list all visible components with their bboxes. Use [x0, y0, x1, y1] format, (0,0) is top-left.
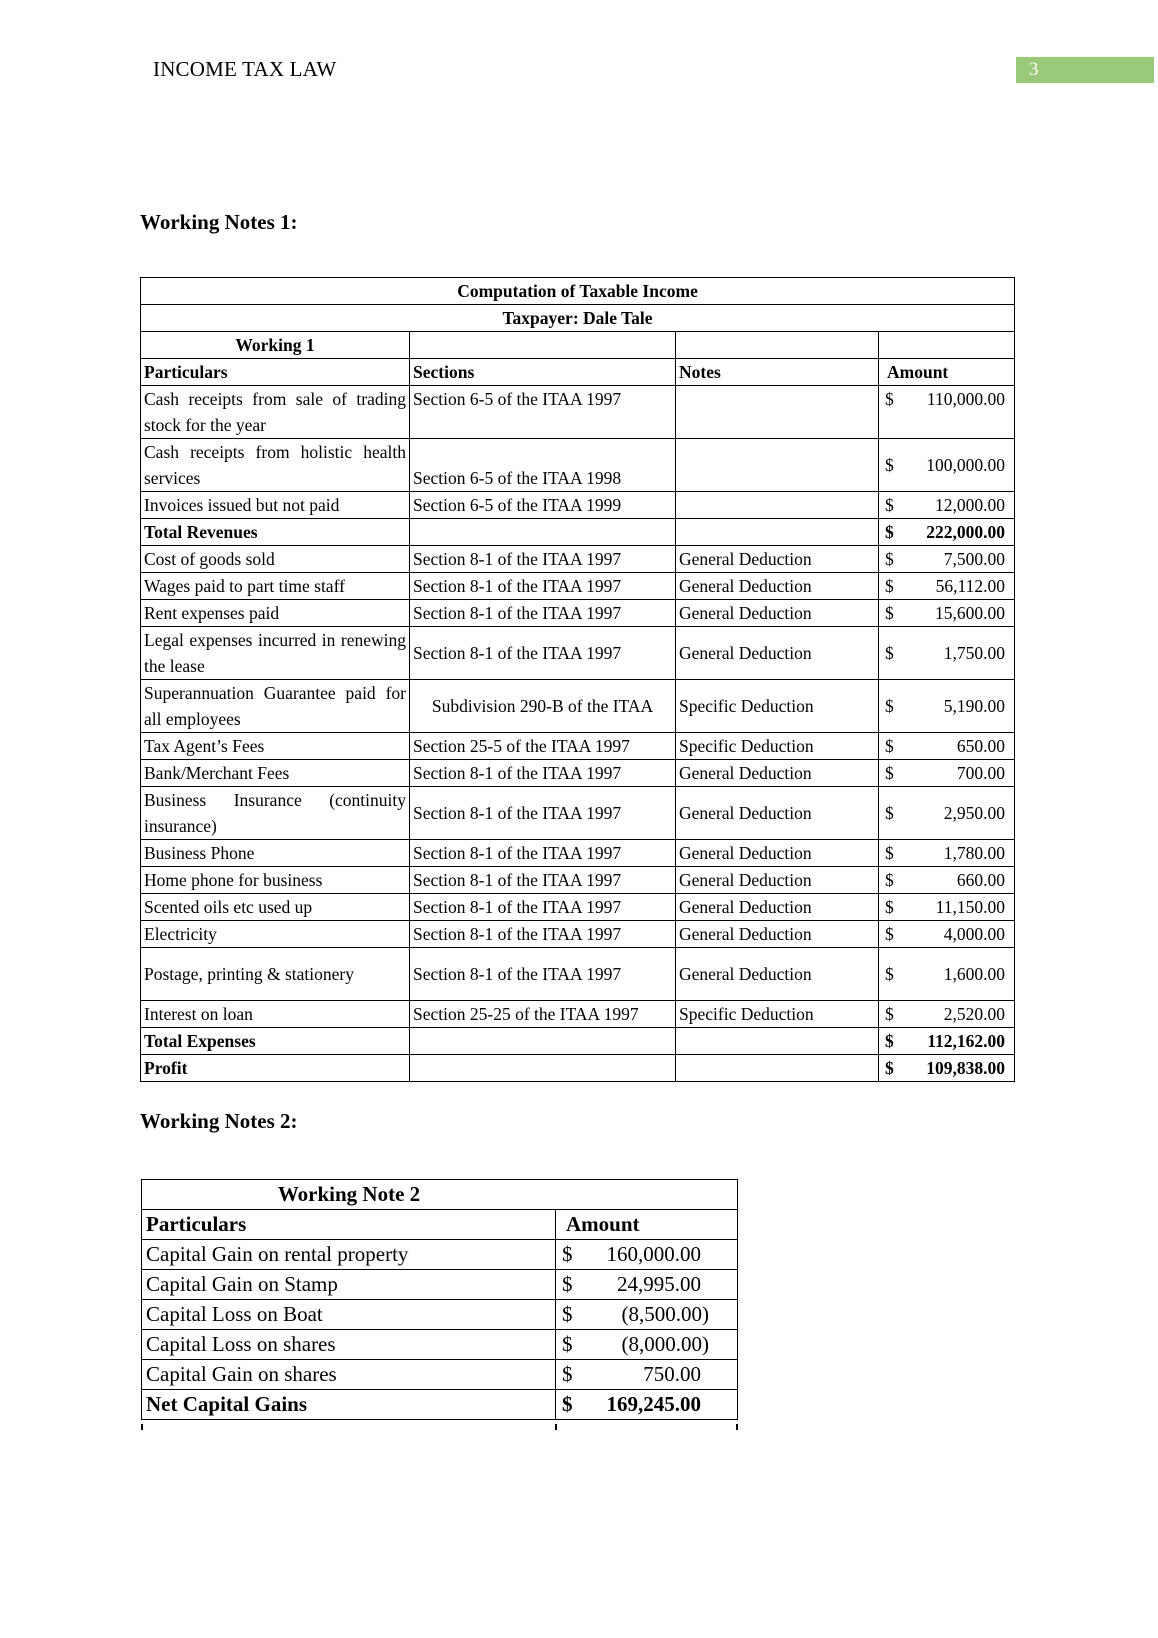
- row-amount: [879, 546, 1014, 572]
- currency-symbol: $: [885, 843, 894, 863]
- amount-value: 700.00: [956, 763, 1006, 783]
- wn2-row-particular: Capital Gain on rental property: [142, 1240, 556, 1270]
- row-particular: Cash receipts from holistic health services: [141, 439, 410, 492]
- currency-symbol: $: [885, 455, 894, 475]
- row-section: [410, 519, 676, 546]
- currency-symbol: $: [885, 603, 894, 623]
- table-row: [141, 546, 1015, 573]
- currency-symbol: $: [562, 1392, 573, 1416]
- wn2-header-row: [142, 1210, 738, 1240]
- currency-symbol: $: [885, 522, 894, 542]
- taxpayer-row: [141, 305, 1015, 332]
- row-amount: [879, 600, 1014, 626]
- row-amount: [879, 573, 1014, 599]
- currency-symbol: $: [885, 897, 894, 917]
- amount-value: 109,838.00: [926, 1058, 1006, 1078]
- table-row: [142, 1360, 738, 1390]
- row-amount: [879, 1028, 1014, 1054]
- row-particular: Superannuation Guarantee paid for all employees: [141, 680, 410, 733]
- wn2-row-particular: Capital Loss on shares: [142, 1330, 556, 1360]
- page-number: 3: [1016, 57, 1154, 83]
- working-label: Working 1: [141, 332, 410, 359]
- col-amount: Amount: [879, 359, 1015, 386]
- row-note: General Deduction: [676, 867, 879, 894]
- currency-symbol: $: [562, 1242, 573, 1266]
- amount-value: 2,950.00: [943, 803, 1006, 823]
- row-section: Subdivision 290-B of the ITAA: [410, 680, 676, 733]
- currency-symbol: $: [885, 1004, 894, 1024]
- working-notes-2-heading: Working Notes 2:: [140, 1109, 298, 1133]
- row-section: Section 6-5 of the ITAA 1999: [410, 492, 676, 519]
- row-particular: Scented oils etc used up: [141, 894, 410, 921]
- currency-symbol: $: [885, 964, 894, 984]
- row-note: [676, 492, 879, 519]
- currency-symbol: $: [885, 924, 894, 944]
- row-note: General Deduction: [676, 921, 879, 948]
- row-particular: Business Phone: [141, 840, 410, 867]
- row-particular: Invoices issued but not paid: [141, 492, 410, 519]
- table-row: [141, 787, 1015, 840]
- wn2-row-amount: [556, 1270, 737, 1299]
- amount-value: 660.00: [956, 870, 1006, 890]
- currency-symbol: $: [885, 643, 894, 663]
- amount-value: 169,245.00: [606, 1392, 701, 1416]
- row-amount: [879, 640, 1014, 666]
- amount-value: (8,500.00): [621, 1302, 709, 1326]
- row-section: Section 8-1 of the ITAA 1997: [410, 600, 676, 627]
- row-section: Section 8-1 of the ITAA 1997: [410, 573, 676, 600]
- table-row: [141, 439, 1015, 492]
- table-row: [141, 573, 1015, 600]
- currency-symbol: $: [885, 736, 894, 756]
- amount-value: (8,000.00): [621, 1332, 709, 1356]
- currency-symbol: $: [885, 1031, 894, 1051]
- currency-symbol: $: [885, 763, 894, 783]
- currency-symbol: $: [885, 1058, 894, 1078]
- currency-symbol: $: [885, 696, 894, 716]
- amount-value: 56,112.00: [935, 576, 1006, 596]
- row-amount: [879, 492, 1014, 518]
- amount-value: 1,780.00: [943, 843, 1006, 863]
- row-section: Section 8-1 of the ITAA 1997: [410, 787, 676, 840]
- row-particular: Cash receipts from sale of trading stock for the year: [141, 386, 410, 439]
- amount-value: 1,750.00: [943, 643, 1006, 663]
- capital-gains-table: [141, 1179, 738, 1420]
- row-note: [676, 386, 879, 439]
- row-note: General Deduction: [676, 600, 879, 627]
- wn2-row-amount: [556, 1330, 737, 1359]
- table-row: [141, 867, 1015, 894]
- table-row: [142, 1300, 738, 1330]
- col-particulars: Particulars: [141, 359, 410, 386]
- row-section: Section 8-1 of the ITAA 1997: [410, 840, 676, 867]
- table-row: [142, 1270, 738, 1300]
- row-particular: Bank/Merchant Fees: [141, 760, 410, 787]
- row-section: Section 8-1 of the ITAA 1997: [410, 921, 676, 948]
- taxable-income-table: [140, 277, 1015, 1082]
- row-note: General Deduction: [676, 573, 879, 600]
- table-row: [141, 840, 1015, 867]
- row-particular: Cost of goods sold: [141, 546, 410, 573]
- table-title: Computation of Taxable Income: [141, 278, 1015, 305]
- row-note: General Deduction: [676, 787, 879, 840]
- row-amount: [879, 800, 1014, 826]
- row-note: [676, 1028, 879, 1055]
- wn2-row-amount: [556, 1300, 737, 1329]
- row-note: General Deduction: [676, 627, 879, 680]
- working-notes-1-heading: Working Notes 1:: [140, 210, 298, 234]
- row-amount: [879, 452, 1014, 478]
- row-particular: Total Expenses: [141, 1028, 410, 1055]
- row-note: General Deduction: [676, 546, 879, 573]
- row-particular: Total Revenues: [141, 519, 410, 546]
- amount-value: 24,995.00: [617, 1272, 701, 1296]
- row-section: [410, 1055, 676, 1082]
- working-label-row: [141, 332, 1015, 359]
- amount-value: 7,500.00: [943, 549, 1006, 569]
- currency-symbol: $: [885, 803, 894, 823]
- col-notes: Notes: [676, 359, 879, 386]
- currency-symbol: $: [885, 870, 894, 890]
- row-note: General Deduction: [676, 840, 879, 867]
- row-section: Section 25-25 of the ITAA 1997: [410, 1001, 676, 1028]
- row-note: Specific Deduction: [676, 680, 879, 733]
- row-particular: Rent expenses paid: [141, 600, 410, 627]
- currency-symbol: $: [885, 389, 894, 409]
- capital-gains-rows: [142, 1240, 738, 1420]
- row-section: Section 8-1 of the ITAA 1997: [410, 948, 676, 1001]
- currency-symbol: $: [885, 549, 894, 569]
- row-amount: [879, 961, 1014, 987]
- taxable-income-rows: [141, 386, 1015, 1082]
- table-row: [141, 1055, 1015, 1082]
- table-row: [142, 1390, 738, 1420]
- table-row: [141, 519, 1015, 546]
- amount-value: 5,190.00: [943, 696, 1006, 716]
- table-row: [141, 386, 1015, 439]
- row-amount: [879, 386, 1014, 412]
- table-row: [141, 1001, 1015, 1028]
- table-row: [141, 680, 1015, 733]
- wn2-row-particular: Capital Gain on shares: [142, 1360, 556, 1390]
- amount-value: 15,600.00: [935, 603, 1006, 623]
- row-amount: [879, 760, 1014, 786]
- row-note: [676, 519, 879, 546]
- wn2-col-amount: Amount: [556, 1210, 738, 1240]
- row-note: Specific Deduction: [676, 733, 879, 760]
- row-amount: [879, 840, 1014, 866]
- row-section: Section 8-1 of the ITAA 1997: [410, 546, 676, 573]
- row-note: Specific Deduction: [676, 1001, 879, 1028]
- table-title-row: [141, 278, 1015, 305]
- row-particular: Home phone for business: [141, 867, 410, 894]
- amount-value: 112,162.00: [927, 1031, 1006, 1051]
- row-amount: [879, 693, 1014, 719]
- currency-symbol: $: [885, 576, 894, 596]
- row-section: [410, 1028, 676, 1055]
- row-amount: [879, 867, 1014, 893]
- table-row: [141, 894, 1015, 921]
- row-amount: [879, 1055, 1014, 1081]
- row-note: General Deduction: [676, 760, 879, 787]
- wn2-title-row: [142, 1180, 738, 1210]
- row-particular: Legal expenses incurred in renewing the lease: [141, 627, 410, 680]
- currency-symbol: $: [562, 1332, 573, 1356]
- table-row: [141, 627, 1015, 680]
- table-row: [141, 1028, 1015, 1055]
- amount-value: 1,600.00: [943, 964, 1006, 984]
- row-amount: [879, 894, 1014, 920]
- row-note: [676, 1055, 879, 1082]
- amount-value: 2,520.00: [943, 1004, 1006, 1024]
- row-amount: [879, 519, 1014, 545]
- table-row: [141, 492, 1015, 519]
- table-row: [141, 600, 1015, 627]
- column-header-row: [141, 359, 1015, 386]
- wn2-title: Working Note 2: [277, 1182, 421, 1206]
- amount-value: 11,150.00: [935, 897, 1006, 917]
- wn2-row-particular: Net Capital Gains: [142, 1390, 556, 1420]
- row-particular: Interest on loan: [141, 1001, 410, 1028]
- amount-value: 222,000.00: [926, 522, 1006, 542]
- currency-symbol: $: [562, 1362, 573, 1386]
- amount-value: 12,000.00: [935, 495, 1006, 515]
- row-note: General Deduction: [676, 894, 879, 921]
- amount-value: 4,000.00: [943, 924, 1006, 944]
- amount-value: 750.00: [643, 1362, 701, 1386]
- row-amount: [879, 733, 1014, 759]
- currency-symbol: $: [885, 495, 894, 515]
- row-amount: [879, 921, 1014, 947]
- row-particular: Postage, printing & stationery: [141, 948, 410, 1001]
- amount-value: 160,000.00: [606, 1242, 701, 1266]
- table-row: [141, 760, 1015, 787]
- row-note: [676, 439, 879, 492]
- row-particular: Wages paid to part time staff: [141, 573, 410, 600]
- wn2-col-particulars: Particulars: [142, 1210, 556, 1240]
- row-particular: Electricity: [141, 921, 410, 948]
- row-section: Section 25-5 of the ITAA 1997: [410, 733, 676, 760]
- wn2-row-amount: [556, 1240, 737, 1269]
- row-section: Section 6-5 of the ITAA 1997: [410, 386, 676, 439]
- taxpayer-name: Taxpayer: Dale Tale: [141, 305, 1015, 332]
- row-amount: [879, 1001, 1014, 1027]
- row-note: General Deduction: [676, 948, 879, 1001]
- row-particular: Profit: [141, 1055, 410, 1082]
- table-row: [141, 921, 1015, 948]
- wn2-row-amount: [556, 1390, 737, 1419]
- table-row: [142, 1330, 738, 1360]
- currency-symbol: $: [562, 1272, 573, 1296]
- currency-symbol: $: [562, 1302, 573, 1326]
- amount-value: 100,000.00: [926, 455, 1006, 475]
- row-particular: Tax Agent’s Fees: [141, 733, 410, 760]
- row-section: Section 8-1 of the ITAA 1997: [410, 894, 676, 921]
- row-section: Section 8-1 of the ITAA 1997: [410, 627, 676, 680]
- wn2-row-amount: [556, 1360, 737, 1389]
- row-section: Section 8-1 of the ITAA 1997: [410, 867, 676, 894]
- row-section: Section 8-1 of the ITAA 1997: [410, 760, 676, 787]
- table-row: [141, 733, 1015, 760]
- row-section: Section 6-5 of the ITAA 1998: [410, 439, 676, 492]
- running-header-title: INCOME TAX LAW: [153, 57, 337, 81]
- row-particular: Business Insurance (continuity insurance): [141, 787, 410, 840]
- wn2-row-particular: Capital Loss on Boat: [142, 1300, 556, 1330]
- table-row: [142, 1240, 738, 1270]
- amount-value: 110,000.00: [926, 389, 1006, 409]
- table-row: [141, 948, 1015, 1001]
- col-sections: Sections: [410, 359, 676, 386]
- amount-value: 650.00: [956, 736, 1006, 756]
- wn2-row-particular: Capital Gain on Stamp: [142, 1270, 556, 1300]
